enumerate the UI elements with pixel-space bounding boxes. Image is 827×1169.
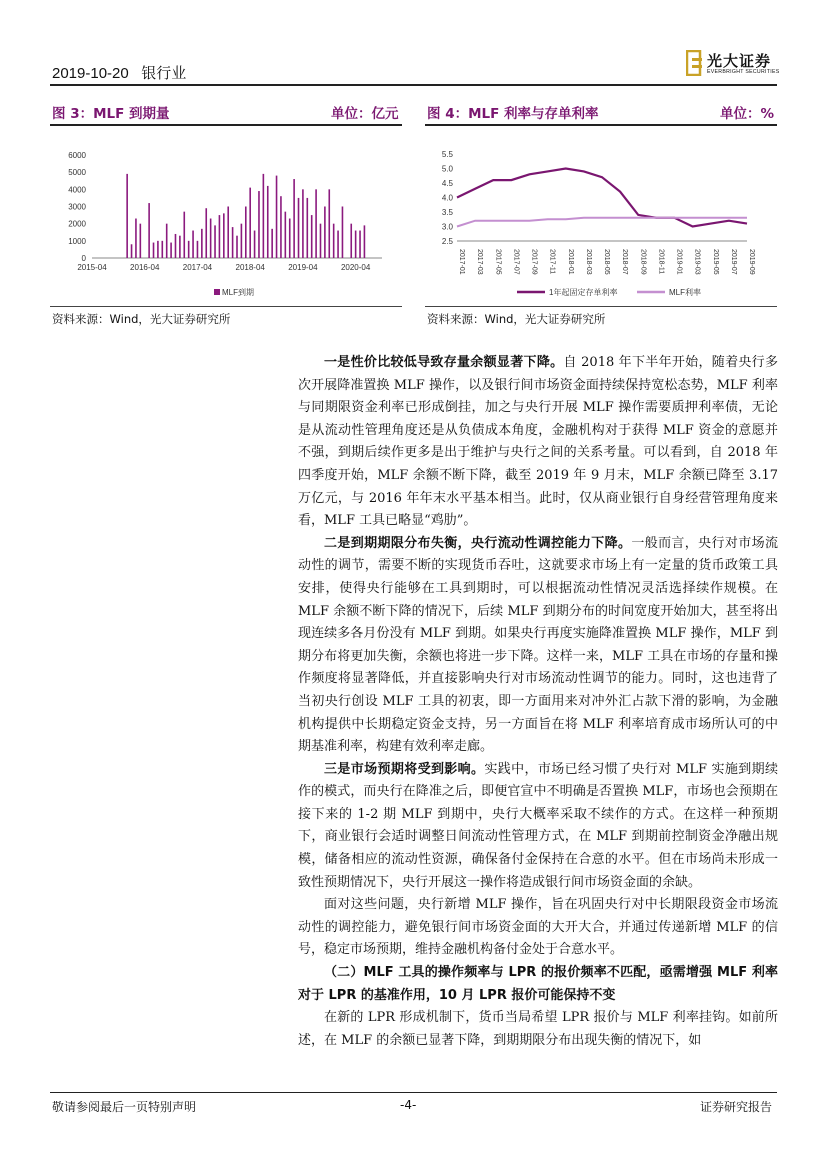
figure3-bar: [359, 231, 361, 258]
figure3-bar: [214, 225, 216, 258]
industry-label: 银行业: [141, 65, 187, 82]
figure3-bar: [333, 224, 335, 258]
figure3-bar: [311, 215, 313, 258]
figure3-bar: [276, 176, 278, 258]
figure4-unit: 单位：%: [720, 106, 775, 122]
figure4-x-tick-label: 2018-09: [639, 249, 647, 275]
figure3-y-tick-label: 2000: [68, 219, 86, 229]
figure3-bar: [315, 189, 317, 258]
figure3-bar: [170, 243, 172, 258]
figure3-bar: [166, 224, 168, 258]
report-date: 2019-10-20: [52, 65, 129, 82]
figure3-bar: [179, 236, 181, 258]
report-date-and-industry: [52, 62, 186, 83]
figure3-bar: [210, 219, 212, 258]
figure4-x-tick-label: 2019-01: [675, 249, 683, 275]
figure3-bar: [267, 186, 269, 258]
figure4-x-tick-label: 2017-03: [476, 249, 484, 275]
figure3-bar: [285, 212, 287, 258]
figure4-chart: [425, 140, 777, 305]
figure4-source-rule: [425, 306, 777, 307]
figure3-bar: [157, 241, 159, 258]
paragraph-1-lead: 一是性价比较低导致存量余额显著下降。: [324, 355, 564, 370]
figure3-bar: [245, 207, 247, 259]
figure4-x-tick-label: 2019-03: [693, 249, 701, 275]
figure3-y-tick-label: 5000: [68, 168, 86, 178]
figure3-bar: [131, 244, 133, 258]
figure4-y-tick-label: 4.0: [441, 193, 453, 203]
figure3-bar: [337, 231, 339, 258]
figure3-bar: [219, 215, 221, 258]
figure3-bar: [254, 231, 256, 258]
figure3-bar: [320, 224, 322, 258]
figure3-y-tick-label: 0: [81, 254, 86, 263]
paragraph-3: [298, 759, 778, 895]
figure4-x-tick-label: 2019-05: [711, 249, 719, 275]
figure3-source-rule: [50, 306, 402, 307]
figure3-bar: [175, 234, 177, 258]
figure3-bar: [350, 224, 352, 258]
figure3-source: 资料来源：Wind，光大证券研究所: [52, 312, 231, 326]
figure4-y-tick-label: 5.0: [441, 164, 453, 174]
footer-divider: [50, 1092, 777, 1093]
figure4-y-tick-label: 5.5: [441, 150, 453, 159]
paragraph-2-lead: 二是到期期限分布失衡，央行流动性调控能力下降。: [324, 535, 632, 551]
logo-subtitle: EVERBRIGHT SECURITIES: [707, 69, 780, 75]
figure4-y-tick-label: 2.5: [441, 237, 453, 246]
figure3-x-tick-label: 2019-04: [288, 263, 318, 272]
figure3-legend-label: MLF到期: [222, 288, 254, 297]
figure3-x-tick-label: 2020-04: [340, 263, 371, 272]
figure4-legend-label: MLF利率: [669, 288, 701, 297]
figure3-bar: [263, 174, 265, 258]
figure4-x-tick-label: 2017-05: [494, 249, 502, 275]
figure3-bar: [227, 207, 229, 259]
paragraph-1-text: 自 2018 年下半年开始，随着央行多次开展降准置换 MLF 操作，以及银行间市场资金面持续保持宽松态势，MLF 利率与同期限资金利率已形成倒挂，加之与央行开展 MLF 操作需要质押利率债，无论是从流动性管理角度还是从负债成本角度，金融机构对于获得 MLF 资金的意愿并不强，到期后续作更多是出于维护与央行之间的关系考量。可以看到，自 2018 年四季度开始，MLF 余额不断下降，截至 2019 年 9 月末，MLF 余额已降至 3.17 万亿元，与 2016 年年末水平基本相当。此时，仅从商业银行自身经营管理角度来看，MLF 工具已略显“鸡肋”。: [298, 355, 778, 529]
figure3-legend-swatch: [214, 289, 220, 295]
everbright-logo-icon: [686, 50, 704, 76]
figure3-bar: [205, 208, 207, 258]
paragraph-4: 面对这些问题，央行新增 MLF 操作，旨在巩固央行对中长期限段资金市场流动性的调控能力，避免银行间市场资金面的大开大合，并通过传递新增 MLF 的信号，稳定市场预期，维持金融机构备付金处于合意水平。: [298, 897, 778, 958]
figure3-bar: [140, 224, 142, 258]
figure3-bar: [307, 198, 309, 258]
figure4-x-tick-label: 2018-05: [603, 249, 610, 275]
figure3-unit: 单位：亿元: [331, 106, 399, 122]
paragraph-3-lead: 三是市场预期将受到影响。: [324, 761, 485, 777]
header-divider: [50, 84, 777, 86]
figure3-y-tick-label: 1000: [68, 236, 86, 246]
figure3-bar: [355, 231, 357, 258]
paragraph-3-text: 实践中，市场已经习惯了央行对 MLF 实施到期续作的模式，而央行在降准之后，即便官宣中不明确是否置换 MLF，市场也会预期在接下来的 1-2 期 MLF 到期中，央行大概率采取不续作的方式。在这样一种预期下，商业银行会适时调整日间流动性管理方式，在 MLF 到期前控制资金净融出规模，储备相应的流动性资源，确保备付金保持在合意的水平。但在市场尚未形成一致性预期情况下，央行开展这一操作将造成银行间市场资金面的余缺。: [298, 761, 778, 890]
body-column: [298, 352, 778, 1052]
figure3-bar: [201, 229, 203, 258]
figure4-y-tick-label: 4.5: [441, 179, 453, 188]
figure3-bar: [236, 236, 238, 258]
figure3-y-tick-label: 6000: [68, 151, 86, 160]
figure4-source: 资料来源：Wind，光大证券研究所: [427, 312, 606, 326]
figure3-bar: [192, 231, 194, 258]
footer-disclaimer: 敬请参阅最后一页特别声明: [52, 1100, 197, 1114]
footer-report-type: 证券研究报告: [700, 1100, 773, 1114]
figure4-x-tick-label: 2017-01: [458, 249, 465, 275]
figure3-bar: [271, 229, 273, 258]
figure4-x-tick-label: 2018-01: [566, 249, 574, 275]
paragraph-2-text: 一般而言，央行对市场流动性的调节，需要不断的实现货币吞吐，这就要求市场上有一定量的货币政策工具安排，使得央行能够在工具到期时，可以根据流动性情况灵活选择续作规模。在 MLF 余额不断下降的情况下，后续 MLF 到期分布的时间宽度开始加大，甚至将出现连续多各月份没有 MLF 到期。如果央行再度实施降准置换 MLF 操作，MLF 到期分布将更加失衡，余额也将进一步下降。这样一来，MLF 工具在市场的存量和操作频度将显著降低，并直接影响央行对市场流动性调节的能力。同时，这也违背了当初央行创设 MLF 工具的初衷，即一方面用来对冲外汇占款下滑的影响，为金融机构提供中长期稳定资金支持，另一方面旨在将 MLF 利率培育成市场所认可的中期基准利率，构建有效利率走廊。: [298, 535, 778, 755]
figure3-y-tick-label: 4000: [68, 185, 86, 195]
figure3-bar: [328, 189, 330, 258]
figure3-bar: [223, 213, 225, 258]
figure3-bar: [289, 219, 291, 258]
figure4-x-tick-label: 2019-07: [729, 249, 737, 275]
figure3-bar: [148, 203, 150, 258]
figure3-bar: [293, 179, 295, 258]
figure3-x-tick-label: 2016-04: [130, 263, 160, 272]
logo-name: 光大证券: [707, 52, 772, 70]
section-heading: （二）MLF 工具的操作频率与 LPR 的报价频率不匹配，亟需增强 MLF 利率对于 LPR 的基准作用，10 月 LPR 报价可能保持不变: [298, 965, 778, 1003]
figure3-bar: [364, 225, 366, 258]
figure4-x-tick-label: 2017-09: [530, 249, 538, 275]
figure3-bar: [197, 241, 199, 258]
figure3-title: 图 3：MLF 到期量: [52, 106, 170, 122]
figure3-bar: [183, 212, 185, 258]
figure3-bar: [241, 224, 243, 258]
figure3-bar: [135, 219, 137, 258]
footer-page-number: -4-: [400, 1098, 417, 1112]
figure3-bar: [280, 196, 282, 258]
figure3-bar: [342, 207, 344, 259]
figure4-x-tick-label: 2018-03: [584, 249, 592, 275]
figure3-bar: [162, 241, 164, 258]
figure4-title: 图 4：MLF 利率与存单利率: [427, 106, 599, 122]
paragraph-1: [298, 352, 778, 533]
figure4-x-tick-label: 2018-07: [621, 249, 629, 275]
figure3-bar: [153, 243, 155, 258]
figure3-bar: [188, 241, 190, 258]
figure3-bar: [298, 198, 300, 258]
figure4-legend-label: 1年起固定存单利率: [549, 288, 618, 297]
figure3-x-tick-label: 2017-04: [182, 263, 213, 272]
figure3-bar: [249, 188, 251, 258]
paragraph-2: [298, 533, 778, 759]
figure3-title-rule: [50, 124, 402, 126]
figure3-bar: [232, 227, 234, 258]
figure3-x-tick-label: 2018-04: [235, 263, 265, 272]
figure3-bar: [258, 191, 260, 258]
figure4-x-tick-label: 2017-07: [512, 249, 520, 275]
figure4-x-tick-label: 2017-11: [548, 249, 556, 275]
figure3-chart: [50, 140, 402, 305]
figure4-title-rule: [425, 124, 777, 126]
figure3-bar: [126, 174, 128, 258]
figure3-bar: [302, 189, 304, 258]
figure3-x-tick-label: 2015-04: [77, 263, 107, 272]
figure3-y-tick-label: 3000: [68, 202, 86, 212]
paragraph-5: 在新的 LPR 形成机制下，货币当局希望 LPR 报价与 MLF 利率挂钩。如前所述，在 MLF 的余额已显著下降，到期期限分布出现失衡的情况下，如: [298, 1010, 778, 1048]
figure4-y-tick-label: 3.5: [441, 208, 453, 217]
figure4-x-tick-label: 2018-11: [657, 249, 665, 275]
figure4-x-tick-label: 2019-09: [748, 249, 755, 275]
figure3-bar: [324, 207, 326, 259]
figure4-y-tick-label: 3.0: [441, 222, 453, 232]
